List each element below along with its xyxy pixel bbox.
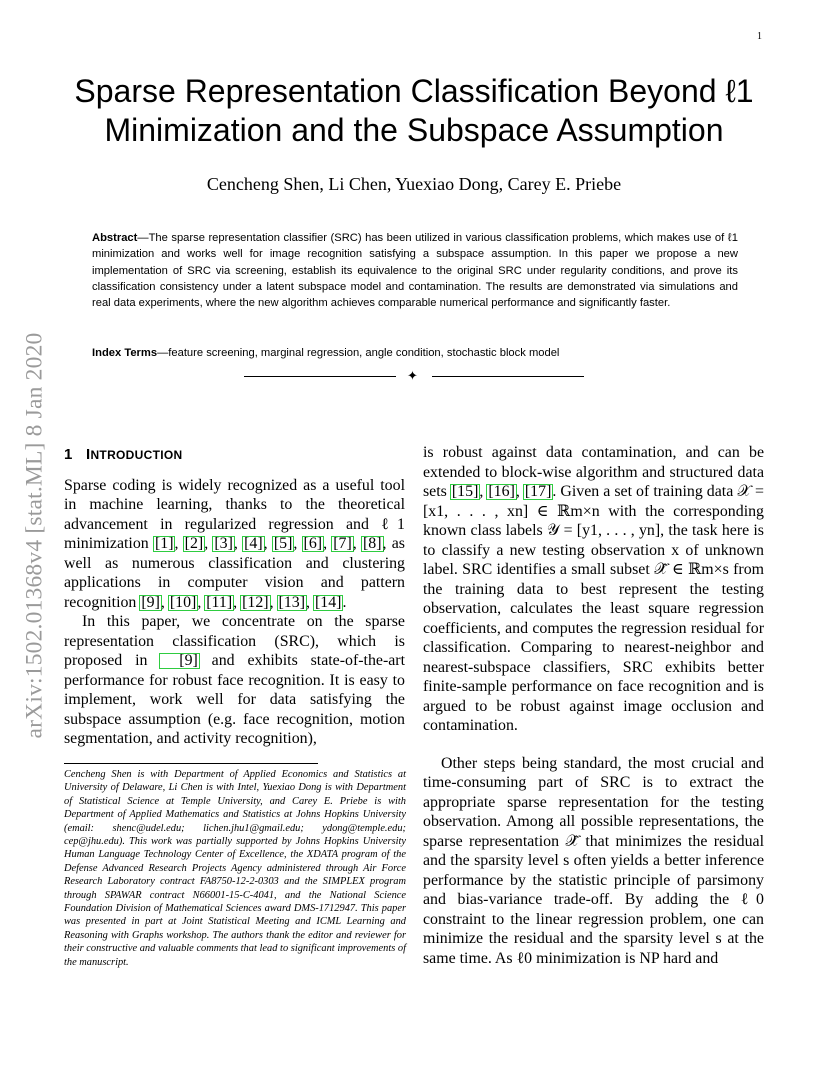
citation-link[interactable]: [7] <box>333 535 352 552</box>
citation-link[interactable]: [12] <box>242 593 269 611</box>
text-run: In this paper, we concentrate on the sparse representation classification (SRC), which is proposed in <box>64 613 405 669</box>
left-column <box>64 445 405 749</box>
citation-link[interactable]: [10] <box>169 593 197 611</box>
abstract-label: Abstract <box>92 232 138 244</box>
citation-link[interactable]: [5] <box>273 535 293 552</box>
citation-link[interactable]: [4] <box>244 535 263 552</box>
text-run: and exhibits state-of-the-art performance for robust face recognition. It is easy to implement, work well for data satisfying the subspace assumption (e.g. face recognition, motion segmentation, and activity recognition), <box>64 652 405 747</box>
divider-diamond: ✦ <box>407 368 418 383</box>
citation-link[interactable]: [14] <box>314 593 342 611</box>
section-divider <box>244 367 584 385</box>
intro-paragraph-4: Other steps being standard, the most crucial and time-consuming part of SRC is to extract the appropriate sparse representation for the testing observation. Among all possible representations, the sparse representation 𝒳̂ that minimizes the residual and the sparsity level s often yields a better inference performance by the statistic principle of parsimony and bias-variance trade-off. By adding the ℓ0 constraint to the linear regression problem, one can minimize the residual and the sparsity level s at the same time. As ℓ0 minimization is NP hard and <box>423 754 764 967</box>
section-title-rest: NTRODUCTION <box>90 448 183 462</box>
index-terms <box>92 345 738 361</box>
footnote-rule <box>64 763 318 764</box>
index-terms-text: —feature screening, marginal regression, angle condition, stochastic block model <box>157 347 560 359</box>
text-run: . <box>342 593 347 611</box>
intro-paragraph-3: is robust against data contamination, and can be extended to block-wise algorithm and structured data sets [15], [16], [17]. Given a set of training data 𝒳 = [x1, . . . , xn] ∈ ℝm×n with the corresponding known class labels 𝒴 = [y1, . . . , yn], the task here is to classify a new testing observation x of unknown label. SRC identifies a small subset 𝒳̂ ∈ ℝm×s from the training data to best represent the testing observation, calculates the least square regression coefficients, and computes the regression residual for classification. Comparing to nearest-neighbor and nearest-subspace classifiers, SRC exhibits better finite-sample performance on face recognition and is argued to be robust against image occlusion and contamination. <box>423 444 764 734</box>
arxiv-side-stamp <box>18 290 52 780</box>
citation-link[interactable]: [2] <box>184 535 204 552</box>
text-run: . Given a set of training data 𝒳 = [x1, . . . , xn] ∈ ℝm×n with the corresponding known class labels 𝒴 = [y1, . . . , yn], the task here is to classify a new testing observation x of unknown label. SRC identifies a small subset 𝒳̂ ∈ ℝm×s from the training data to best represent the testing observation, calculates the least square regression coefficients, and computes the regression residual for classification. Comparing to nearest-neighbor and nearest-subspace classifiers, SRC exhibits better finite-sample performance on face recognition and is argued to be robust against image occlusion and contamination. <box>423 483 764 734</box>
citation-link[interactable]: [8] <box>362 535 382 552</box>
divider-line-left <box>244 376 396 377</box>
section-heading <box>64 445 405 466</box>
citation-link[interactable]: [13] <box>278 593 306 611</box>
citation-link[interactable]: [9] <box>141 593 160 611</box>
arxiv-stamp-text: arXiv:1502.01368v4 [stat.ML] 8 Jan 2020 <box>21 332 48 738</box>
section-number: 1 <box>64 446 73 463</box>
abstract-text: —The sparse representation classifier (SRC) has been utilized in various classification problems, which makes use of ℓ1 minimization and works well for image recognition satisfying a subspace assumption. In this paper we propose a new implementation of SRC via screening, establish its equivalence to the original SRC under regularity conditions, and prove its classification consistency under a latent subspace model and contamination. The results are demonstrated via simulations and real data experiments, where the new algorithm achieves comparable numerical performance and significantly faster. <box>92 232 738 310</box>
citation-link[interactable]: [17] <box>524 483 552 500</box>
text-run: Sparse coding is widely recognized as a useful tool in machine learning, thanks to the theoretical advancement in regularized regression and ℓ1 minimization <box>64 476 405 552</box>
affiliation-footnote: Cencheng Shen is with Department of Applied Economics and Statistics at University of Delaware, Li Chen is with Intel, Yuexiao Dong is with Department of Statistical Science at Temple University, and Carey E. Priebe is with Department of Applied Mathematics and Statistics at Johns Hopkins University (email: shenc@udel.edu; lichen.jhu1@gmail.edu; ydong@temple.edu; cep@jhu.edu). This work was partially supported by Johns Hopkins University Human Language Technology Center of Excellence, the XDATA program of the Defense Advanced Research Projects Agency administered through Air Force Research Laboratory contract FA8750-12-2-0303 and the SIMPLEX program through SPAWAR contract N66001-15-C-4041, and the National Science Foundation Division of Mathematical Sciences award DMS-1712947. This paper was presented in part at Joint Statistical Meeting and ICML Learning and Reasoning with Graphs workshop. The authors thank the editor and reviewer for their constructive and valuable comments that lead to significant improvements of the manuscript. <box>64 769 406 968</box>
title-line-2: Minimization and the Subspace Assumption <box>104 112 724 148</box>
intro-paragraph-1: Sparse coding is widely recognized as a useful tool in machine learning, thanks to the theoretical advancement in regularized regression and ℓ1 minimization [1], [2], [3], [4], [5], [6], [7], [8], as well as numerous classification and clustering applications in computer vision and pattern recognition [9], [10], [11], [12], [13], [14]. <box>64 476 405 611</box>
paragraph-gap <box>423 736 764 754</box>
citation-link[interactable]: [11] <box>206 593 233 611</box>
citation-link[interactable]: [15] <box>451 483 479 500</box>
section-title-initial: I <box>86 446 91 463</box>
citation-link[interactable]: [6] <box>303 535 323 552</box>
paper-title <box>40 72 788 150</box>
right-column <box>423 443 764 968</box>
citation-link[interactable]: [16] <box>488 483 515 500</box>
index-terms-label: Index Terms <box>92 347 158 359</box>
citation-link[interactable]: [1] <box>154 535 174 552</box>
text-run: , as well as numerous classification and clustering applications in computer vision and pattern recognition <box>64 535 405 611</box>
intro-paragraph-2 <box>64 612 405 749</box>
citation-link[interactable]: [9] <box>160 654 199 668</box>
title-line-1: Sparse Representation Classification Beyond ℓ1 <box>74 73 754 109</box>
divider-line-right <box>432 376 584 377</box>
author-list: Cencheng Shen, Li Chen, Yuexiao Dong, Carey E. Priebe <box>206 174 622 194</box>
text-run: is robust against data contamination, and can be extended to block-wise algorithm and structured data sets <box>423 444 764 500</box>
citation-link[interactable]: [3] <box>214 535 233 552</box>
abstract <box>92 230 738 311</box>
page-number: 1 <box>757 31 762 42</box>
